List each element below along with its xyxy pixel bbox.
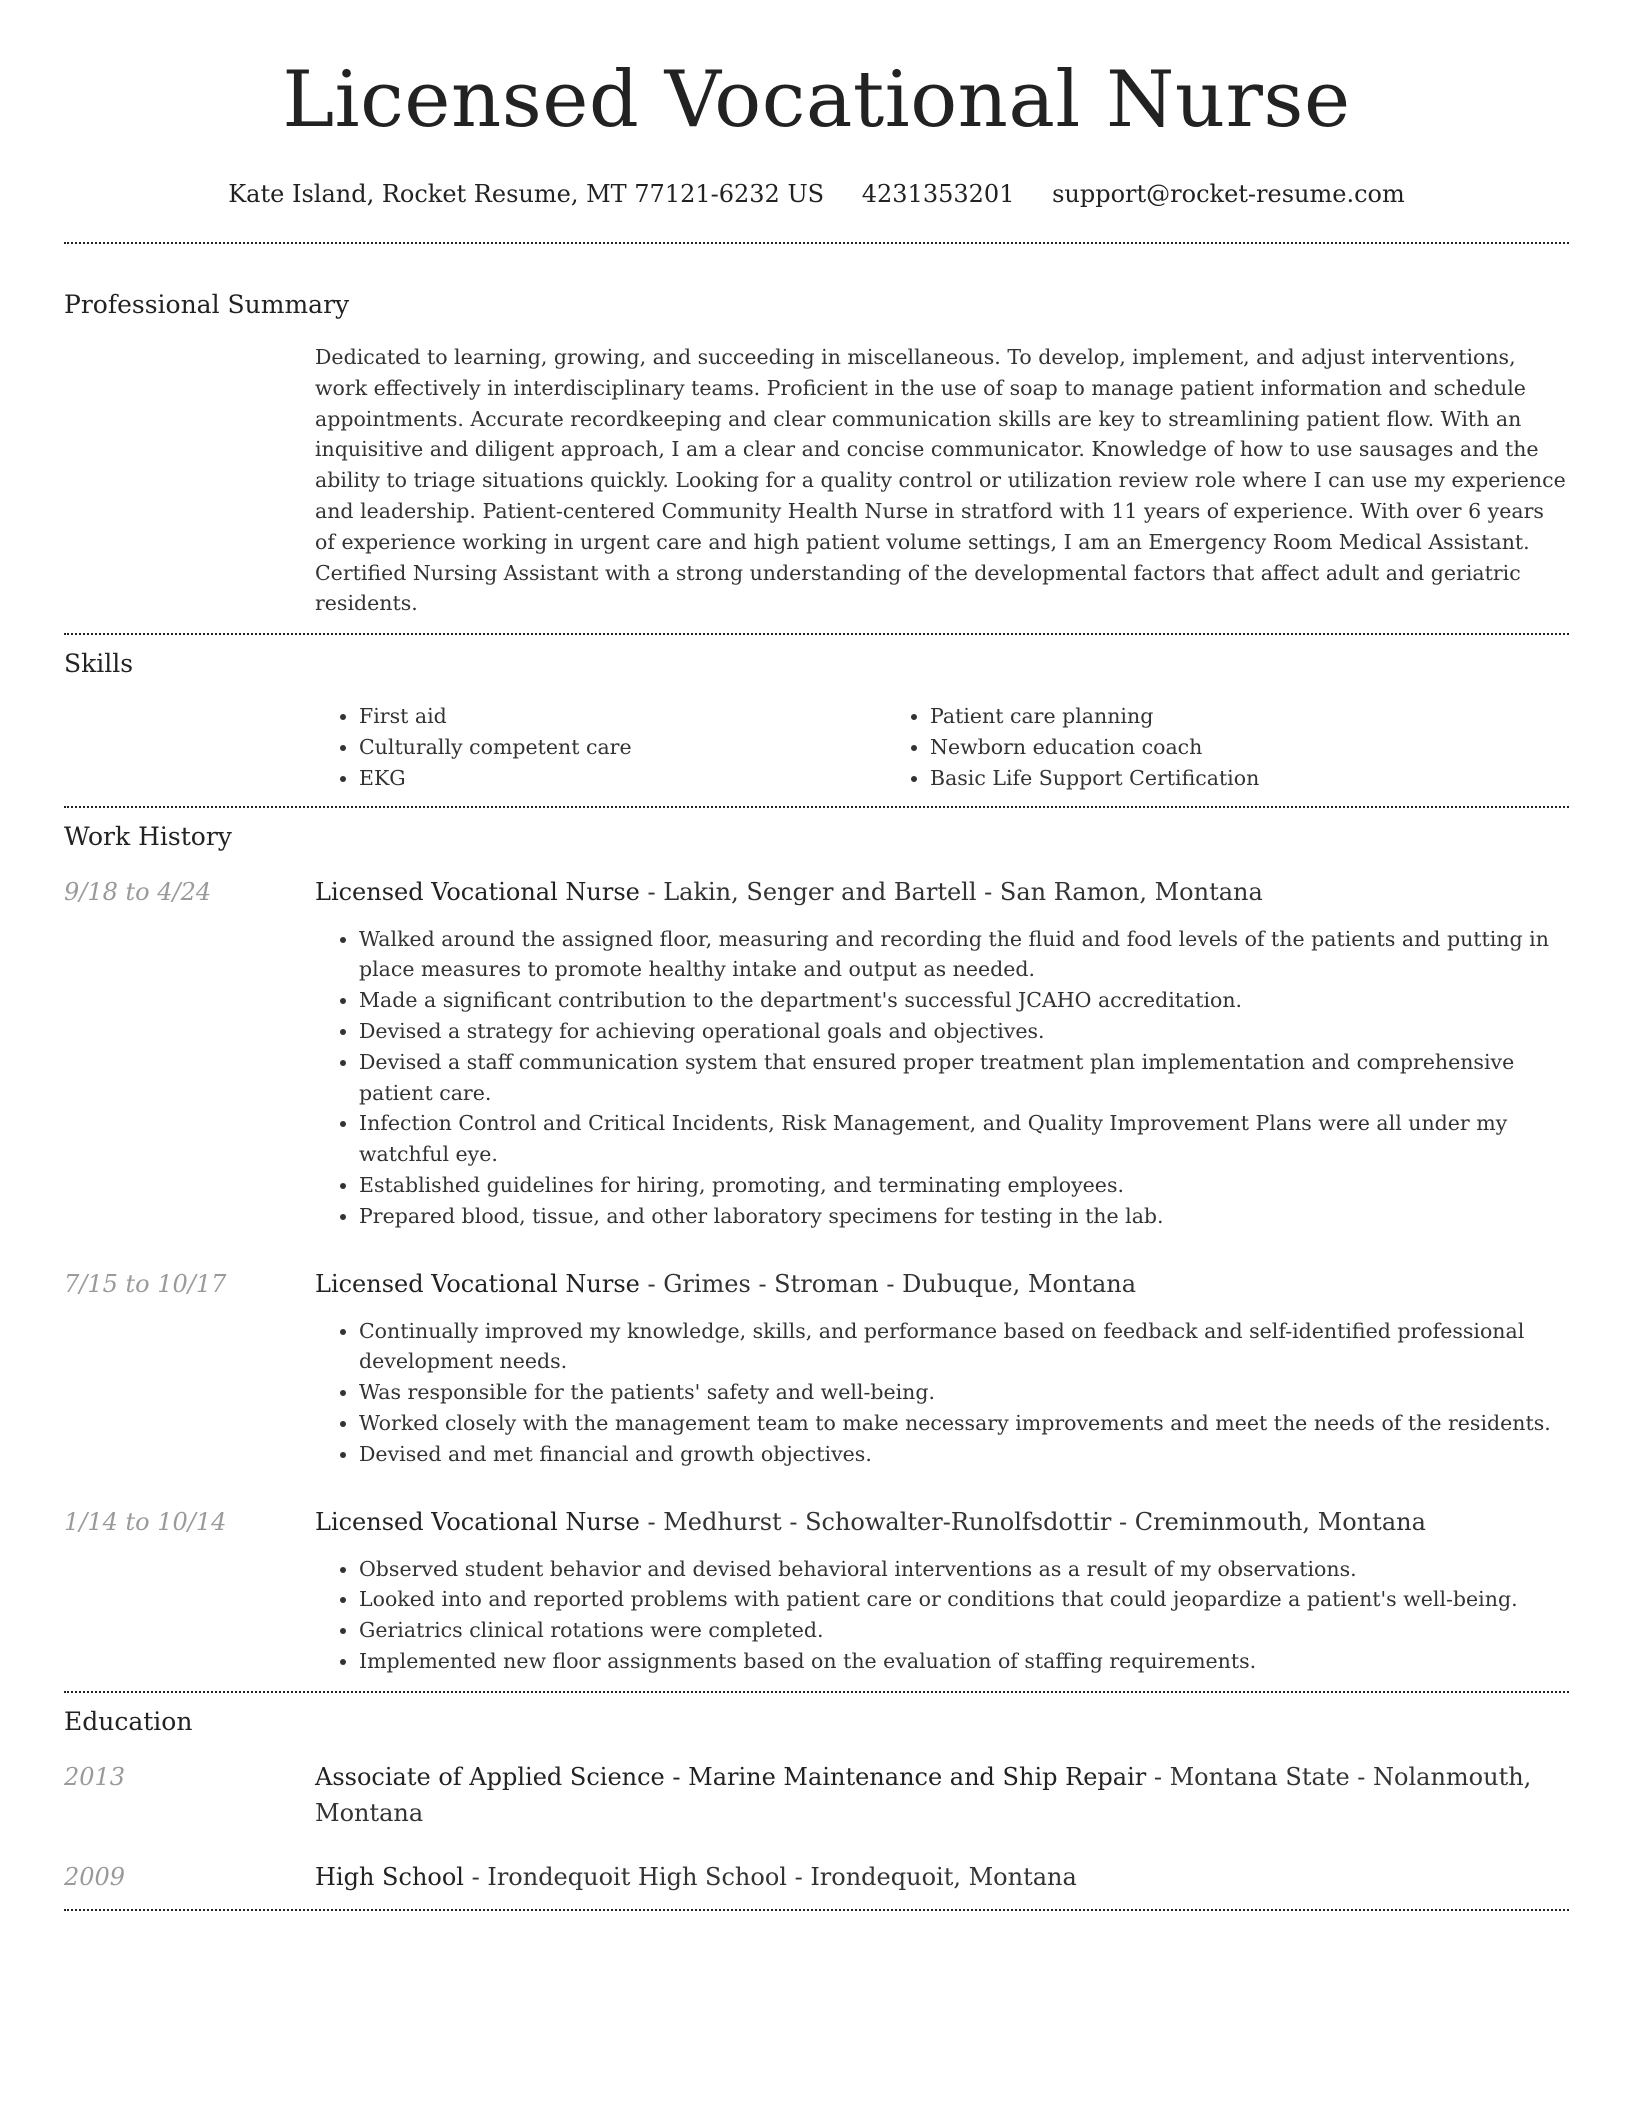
section-divider <box>64 806 1569 808</box>
skills-heading: Skills <box>64 649 134 679</box>
job-bullet: • Walked around the assigned floor, measuring and recording the fluid and food levels of the patients and putting in place measures to promote healthy intake and output as needed. <box>359 924 1569 986</box>
job-bullet: • Devised and met financial and growth objectives. <box>359 1439 1569 1470</box>
contact-phone: 4231353201 <box>861 180 1015 208</box>
job-header <box>315 874 1569 910</box>
skill-item: • EKG <box>359 763 886 794</box>
job-bullet: • Observed student behavior and devised behavioral interventions as a result of my observations. <box>359 1554 1569 1585</box>
job-entry <box>64 1504 1569 1677</box>
summary-heading: Professional Summary <box>64 290 350 319</box>
section-divider <box>64 633 1569 635</box>
job-bullet: • Was responsible for the patients' safety and well-being. <box>359 1377 1569 1408</box>
education-year: 2013 <box>64 1762 126 1791</box>
job-bullet: • Looked into and reported problems with patient care or conditions that could jeopardize a patient's well-being. <box>359 1584 1569 1615</box>
education-degree: High School <box>315 1862 464 1891</box>
section-divider <box>64 242 1569 244</box>
job-bullet: • Continually improved my knowledge, skills, and performance based on feedback and self-identified professional development needs. <box>359 1316 1569 1378</box>
job-entry <box>64 1266 1569 1470</box>
section-divider <box>64 1909 1569 1911</box>
skill-item: • Culturally competent care <box>359 732 886 763</box>
skills-column-left <box>315 701 886 793</box>
job-bullets <box>315 1554 1569 1677</box>
job-title: Licensed Vocational Nurse <box>315 1507 640 1536</box>
job-employer: - Medhurst - Schowalter-Runolfsdottir - Creminmouth, Montana <box>639 1507 1426 1536</box>
job-bullet: • Prepared blood, tissue, and other laboratory specimens for testing in the lab. <box>359 1201 1569 1232</box>
job-bullet: • Geriatrics clinical rotations were completed. <box>359 1615 1569 1646</box>
skills-column-right <box>886 701 1566 793</box>
education-heading: Education <box>64 1706 193 1736</box>
job-bullet: • Devised a staff communication system that ensured proper treatment plan implementation and comprehensive patient care. <box>359 1047 1569 1109</box>
skill-item: • Newborn education coach <box>930 732 1566 763</box>
job-bullet: • Devised a strategy for achieving operational goals and objectives. <box>359 1016 1569 1047</box>
job-bullet: • Worked closely with the management team to make necessary improvements and meet the needs of the residents. <box>359 1408 1569 1439</box>
job-bullets <box>315 924 1569 1232</box>
education-entry <box>64 1759 1569 1831</box>
education-details <box>315 1859 1569 1895</box>
education-school: - Montana State - Nolanmouth, Montana <box>315 1762 1532 1827</box>
education-school: - Irondequoit High School - Irondequoit, Montana <box>463 1862 1077 1891</box>
skill-item: • Patient care planning <box>930 701 1566 732</box>
job-dates: 1/14 to 10/14 <box>64 1507 227 1536</box>
education-degree: Associate of Applied Science - Marine Maintenance and Ship Repair <box>315 1762 1147 1791</box>
job-details <box>315 874 1569 1232</box>
job-entry <box>64 874 1569 1232</box>
education-entry <box>64 1859 1569 1895</box>
education-details <box>315 1759 1569 1831</box>
job-bullet: • Established guidelines for hiring, promoting, and terminating employees. <box>359 1170 1569 1201</box>
job-employer: - Grimes - Stroman - Dubuque, Montana <box>639 1269 1137 1298</box>
contact-address: Kate Island, Rocket Resume, MT 77121-6232 US <box>228 180 825 208</box>
skill-item: • Basic Life Support Certification <box>930 763 1566 794</box>
job-bullet: • Infection Control and Critical Incidents, Risk Management, and Quality Improvement Plans were all under my watchful eye. <box>359 1108 1569 1170</box>
contact-line <box>64 178 1569 210</box>
job-employer: - Lakin, Senger and Bartell - San Ramon, Montana <box>639 877 1263 906</box>
education-year: 2009 <box>64 1862 126 1891</box>
section-divider <box>64 1691 1569 1693</box>
job-title: Licensed Vocational Nurse <box>315 877 640 906</box>
contact-email: support@rocket-resume.com <box>1052 180 1405 208</box>
job-title: Licensed Vocational Nurse <box>315 1269 640 1298</box>
job-details <box>315 1504 1569 1677</box>
summary-text: Dedicated to learning, growing, and succeeding in miscellaneous. To develop, implement, and adjust interventions, work effectively in interdisciplinary teams. Proficient in the use of soap to manage patient information and schedule appointments. Accurate recordkeeping and clear communication skills are key to streamlining patient flow. With an inquisitive and diligent approach, I am a clear and concise communicator. Knowledge of how to use sausages and the ability to triage situations quickly. Looking for a quality control or utilization review role where I can use my experience and leadership. Patient-centered Community Health Nurse in stratford with 11 years of experience. With over 6 years of experience working in urgent care and high patient volume settings, I am an Emergency Room Medical Assistant. Certified Nursing Assistant with a strong understanding of the developmental factors that affect adult and geriatric residents. <box>315 345 1566 616</box>
job-details <box>315 1266 1569 1470</box>
job-bullets <box>315 1316 1569 1470</box>
job-header <box>315 1504 1569 1540</box>
job-header <box>315 1266 1569 1302</box>
job-dates: 9/18 to 4/24 <box>64 877 212 906</box>
work-history-heading: Work History <box>64 821 232 851</box>
job-bullet: • Made a significant contribution to the department's successful JCAHO accreditation. <box>359 985 1569 1016</box>
resume-page <box>64 0 1569 1911</box>
skill-item: • First aid <box>359 701 886 732</box>
skills-list <box>315 701 1569 793</box>
job-dates: 7/15 to 10/17 <box>64 1269 227 1298</box>
candidate-name: Licensed Vocational Nurse <box>282 55 1351 145</box>
job-bullet: • Implemented new floor assignments based on the evaluation of staffing requirements. <box>359 1646 1569 1677</box>
